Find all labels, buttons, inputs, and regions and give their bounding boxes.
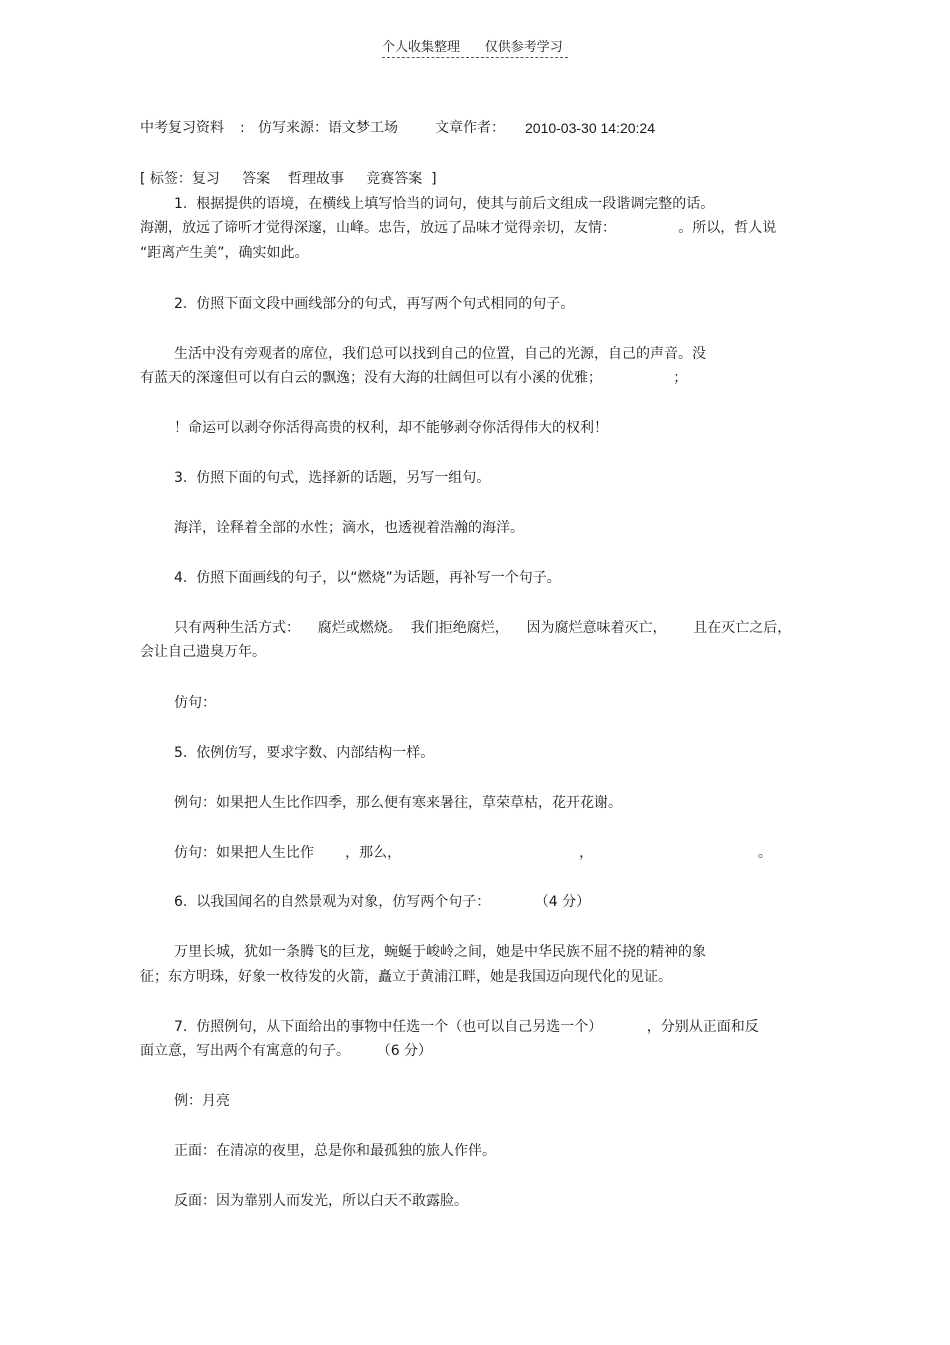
header-dashed-rule xyxy=(382,57,568,58)
meta-separator: : xyxy=(240,120,245,136)
q3-example: 海洋，诠释着全部的水性；滴水，也透视着浩瀚的海洋。 xyxy=(174,520,524,536)
q2-prompt: 2. 仿照下面文段中画线部分的句式，再写两个句式相同的句子。 xyxy=(174,296,575,312)
q1-prompt: 1. 根据提供的语境，在横线上填写恰当的词句，使其与前后文组成一段谐调完整的话。 xyxy=(174,196,715,212)
q7-positive: 正面：在清凉的夜里，总是你和最孤独的旅人作伴。 xyxy=(174,1143,496,1159)
page-header: 个人收集整理 仅供参考学习 xyxy=(382,40,563,55)
tags-line: [ 标签：复习 答案 哲理故事 竞赛答案 ] xyxy=(140,171,437,187)
meta-author-label: 文章作者： xyxy=(435,120,505,136)
meta-category: 中考复习资料 xyxy=(140,120,224,136)
q3-prompt: 3. 仿照下面的句式，选择新的话题，另写一组句。 xyxy=(174,470,491,486)
q7-example-label: 例：月亮 xyxy=(174,1093,230,1109)
q2-text-line-3: ！命运可以剥夺你活得高贵的权利，却不能够剥夺你活得伟大的权利！ xyxy=(174,420,608,436)
q4-answer-label: 仿句： xyxy=(174,695,216,711)
q1-text-line-1: 海潮，放远了谛听才觉得深邃，山峰。忠告，放远了品味才觉得亲切，友情： 。所以，哲人说 xyxy=(140,220,777,236)
q2-text-line-2: 有蓝天的深邃但可以有白云的飘逸；没有大海的壮阔但可以有小溪的优雅； ； xyxy=(140,370,688,386)
q6-text-line-1: 万里长城，犹如一条腾飞的巨龙，蜿蜒于峻岭之间，她是中华民族不屈不挠的精神的象 xyxy=(174,944,706,960)
q7-prompt-line-1: 7. 仿照例句，从下面给出的事物中任选一个（也可以自己另选一个） ，分别从正面和反 xyxy=(174,1019,759,1035)
q6-text-line-2: 征；东方明珠，好象一枚待发的火箭，矗立于黄浦江畔，她是我国迈向现代化的见证。 xyxy=(140,969,672,985)
meta-source: 仿写来源：语文梦工场 xyxy=(258,120,398,136)
q7-prompt-line-2: 面立意，写出两个有寓意的句子。 （6 分） xyxy=(140,1043,433,1059)
q4-text-line-1: 只有两种生活方式： 腐烂或燃烧。 我们拒绝腐烂， 因为腐烂意味着灭亡， 且在灭亡之后， xyxy=(174,620,792,636)
q2-text-line-1: 生活中没有旁观者的席位，我们总可以找到自己的位置，自己的光源，自己的声音。没 xyxy=(174,346,706,362)
q5-example: 例句：如果把人生比作四季，那么便有寒来暑往，草荣草枯，花开花谢。 xyxy=(174,795,622,811)
q4-prompt: 4. 仿照下面画线的句子，以“燃烧”为话题，再补写一个句子。 xyxy=(174,570,561,586)
q5-answer-line: 仿句：如果把人生比作 ，那么， ， 。 xyxy=(174,845,772,861)
meta-datetime: 2010-03-30 14:20:24 xyxy=(525,120,655,136)
q5-prompt: 5. 依例仿写，要求字数、内部结构一样。 xyxy=(174,745,435,761)
q6-prompt: 6. 以我国闻名的自然景观为对象，仿写两个句子： （4 分） xyxy=(174,894,591,910)
q7-negative: 反面：因为靠别人而发光，所以白天不敢露脸。 xyxy=(174,1193,468,1209)
q1-text-line-2: “距离产生美”，确实如此。 xyxy=(140,245,309,261)
q4-text-line-2: 会让自己遗臭万年。 xyxy=(140,644,266,660)
